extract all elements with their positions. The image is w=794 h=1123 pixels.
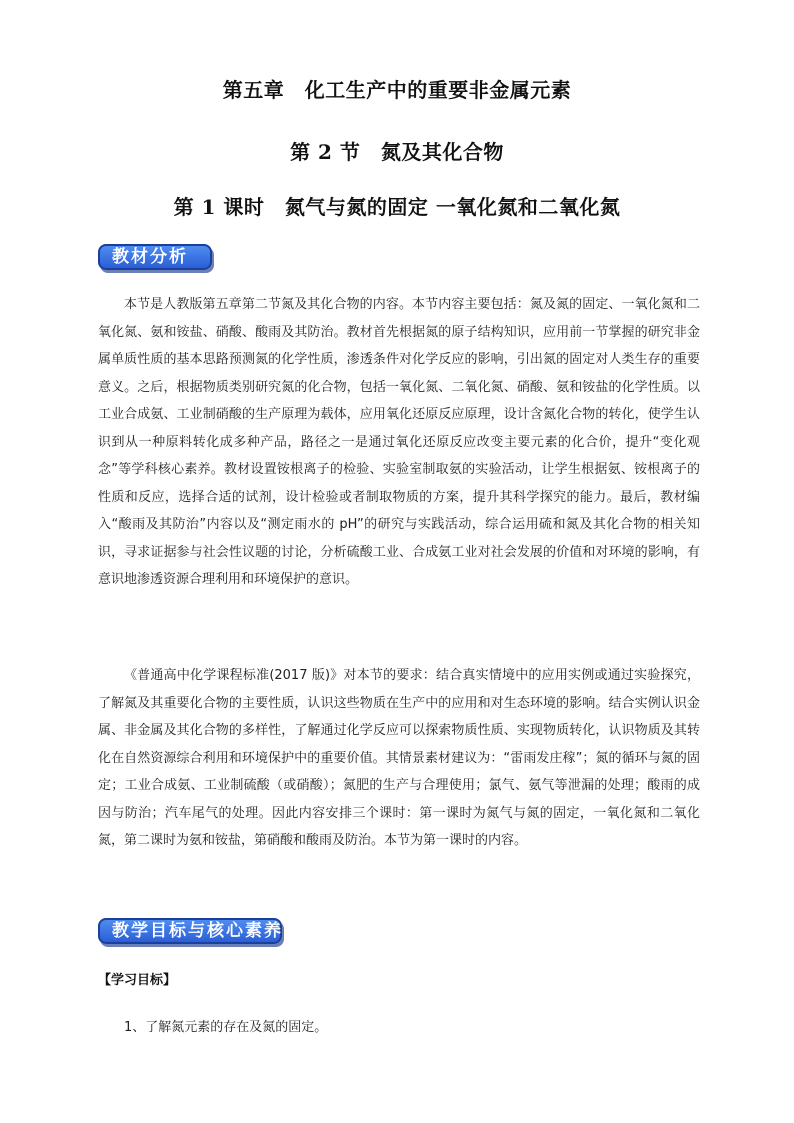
lesson-title: 第 1 课时 氮气与氮的固定 一氧化氮和二氧化氮 <box>173 195 621 219</box>
objectives-banner: 教学目标与核心素养 <box>98 918 282 944</box>
chapter-title: 第五章 化工生产中的重要非金属元素 <box>222 78 572 102</box>
section-title: 第 2 节 氮及其化合物 <box>290 140 504 164</box>
analysis-paragraph-2: 《普通高中化学课程标准(2017 版)》对本节的要求：结合真实情境中的应用实例或通过实验探究，了解氮及其重要化合物的主要性质，认识这些物质在生产中的应用和对生态环境的影响。结合实例认识金属、非金属及其化合物的多样性，了解通过化学反应可以探索物质性质、实现物质转化，认识物质及其转化在自然资源综合利用和环境保护中的重要价值。其情景素材建议为：“雷雨发庄稼”；氮的循环与氮的固定；工业合成氨、工业制硫酸（或硝酸）；氮肥的生产与合理使用；氯气、氨气等泄漏的处理；酸雨的成因与防治；汽车尾气的处理。因此内容安排三个课时：第一课时为氮气与氮的固定，一氧化氮和二氧化氮，第二课时为氨和铵盐，第硝酸和酸雨及防治。本节为第一课时的内容。 <box>98 668 700 848</box>
objective-item-1: 1、了解氮元素的存在及氮的固定。 <box>124 1020 328 1035</box>
learning-objectives-heading: 【学习目标】 <box>98 973 177 988</box>
analysis-paragraph-1: 本节是人教版第五章第二节氮及其化合物的内容。本节内容主要包括：氮及氮的固定、一氧化氮和二氧化氮、氨和铵盐、硝酸、酸雨及其防治。教材首先根据氮的原子结构知识，应用前一节掌握的研究非金属单质性质的基本思路预测氮的化学性质，渗透条件对化学反应的影响，引出氮的固定对人类生存的重要意义。之后，根据物质类别研究氮的化合物，包括一氧化氮、二氧化氮、硝酸、氨和铵盐的化学性质。以工业合成氨、工业制硝酸的生产原理为载体，应用氧化还原反应原理，设计含氮化合物的转化，使学生认识到从一种原料转化成多种产品，路径之一是通过氧化还原反应改变主要元素的化合价，提升“变化观念”等学科核心素养。教材设置铵根离子的检验、实验室制取氨的实验活动，让学生根据氨、铵根离子的性质和反应，选择合适的试剂，设计检验或者制取物质的方案，提升其科学探究的能力。最后，教材编入“酸雨及其防治”内容以及“测定雨水的 pH”的研究与实践活动，综合运用硫和氮及其化合物的相关知识，寻求证据参与社会性议题的讨论，分析硫酸工业、合成氨工业对社会发展的价值和对环境的影响，有意识地渗透资源合理利用和环境保护的意识。 <box>98 297 700 587</box>
textbook-analysis-banner: 教材分析 <box>98 244 212 270</box>
